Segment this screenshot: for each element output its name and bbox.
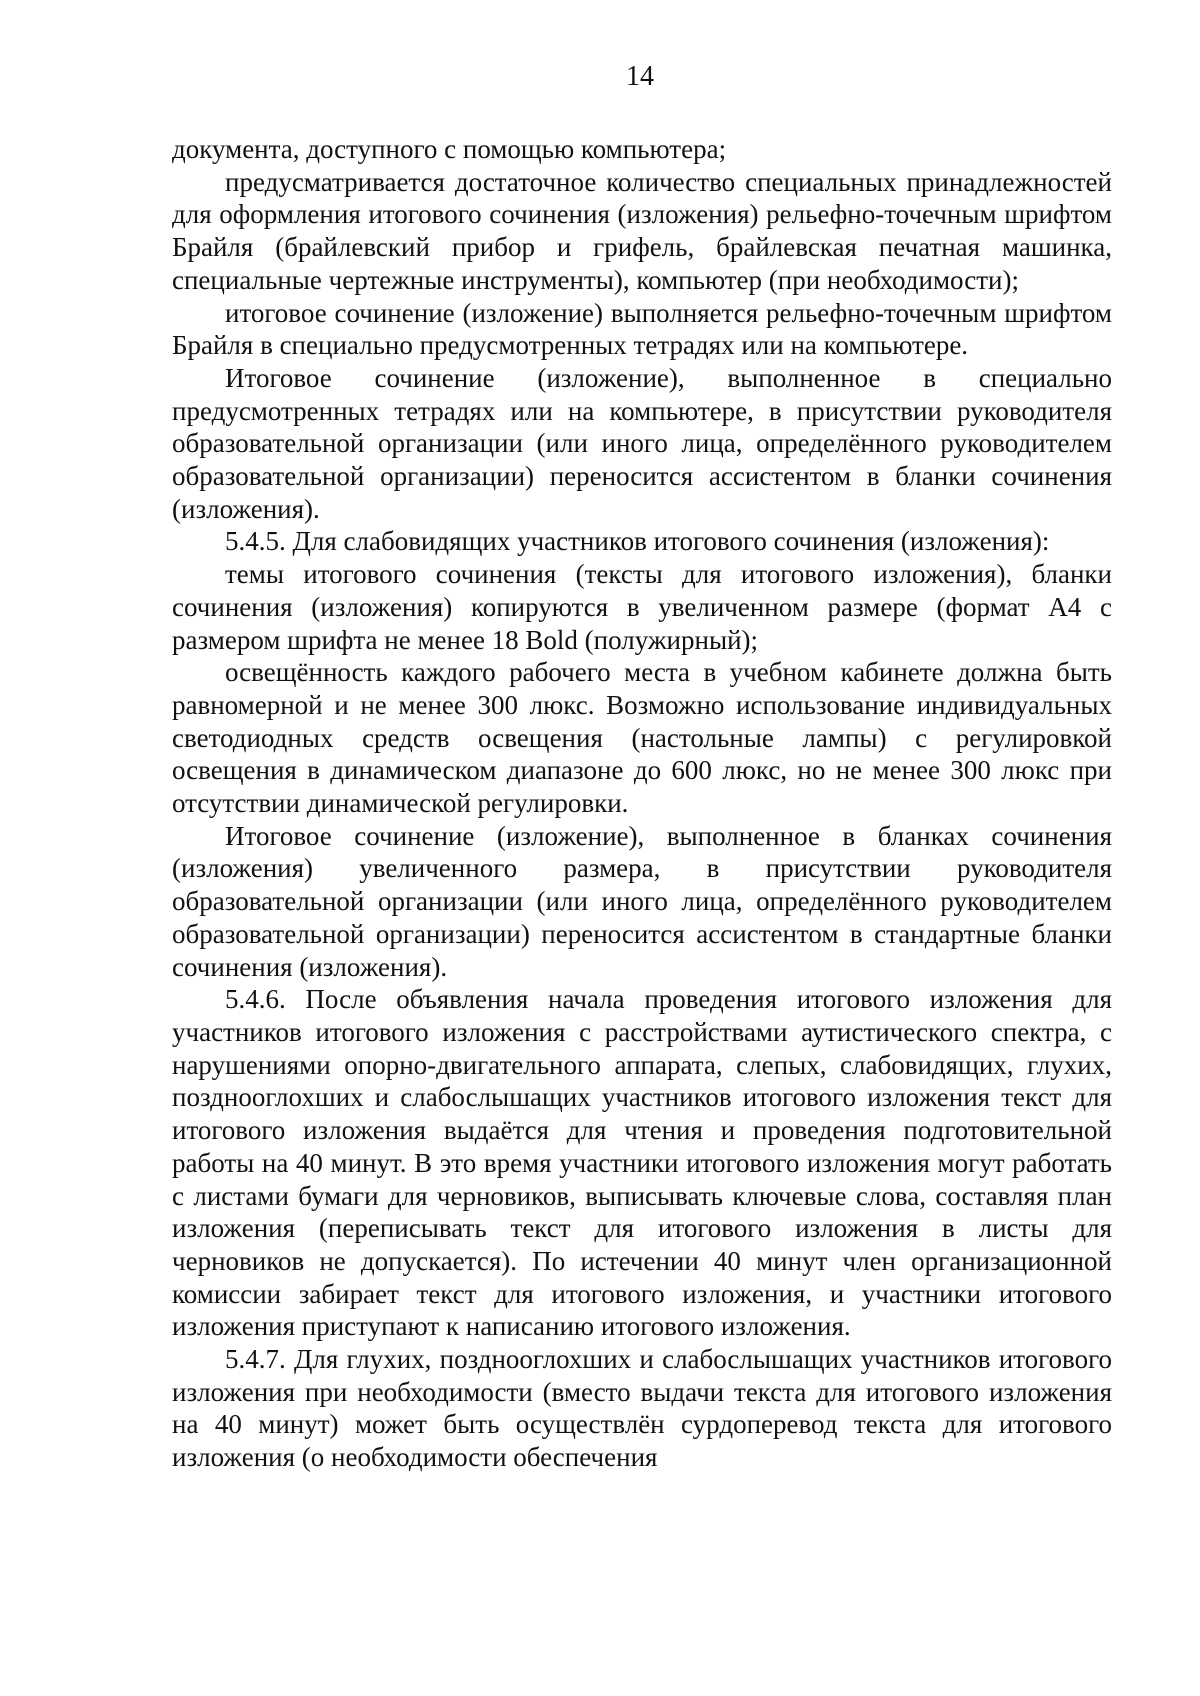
document-body bbox=[172, 133, 1112, 1474]
paragraph-section-5-4-6: 5.4.6. После объявления начала проведения итогового изложения для участников итогового изложения с расстройствами аутистического спектра, с нарушениями опорно-двигательного аппарата, слепых, слабовидящих, глухих, позднооглохших и слабослышащих участников итогового изложения текст для итогового изложения выдаётся для чтения и проведения подготовительной работы на 40 минут. В это время участники итогового изложения могут работать с листами бумаги для черновиков, выписывать ключевые слова, составляя план изложения (переписывать текст для итогового изложения в листы для черновиков не допускается). По истечении 40 минут член организационной комиссии забирает текст для итогового изложения, и участники итогового изложения приступают к написанию итогового изложения. bbox=[172, 984, 1112, 1342]
paragraph-braille-transfer: Итоговое сочинение (изложение), выполненное в специально предусмотренных тетрадях или на компьютере, в присутствии руководителя образовательной организации (или иного лица, определённого руководителем образовательной организации) переносится ассистентом в бланки сочинения (изложения). bbox=[172, 362, 1112, 524]
paragraph-enlarged-forms: темы итогового сочинения (тексты для итогового изложения), бланки сочинения (изложения) копируются в увеличенном размере (формат А4 с размером шрифта не менее 18 Bold (полужирный); bbox=[172, 559, 1112, 655]
paragraph-braille-supplies: предусматривается достаточное количество специальных принадлежностей для оформления итогового сочинения (изложения) рельефно-точечным шрифтом Брайля (брайлевский прибор и грифель, брайлевская печатная машинка, специальные чертежные инструменты), компьютер (при необходимости); bbox=[172, 166, 1112, 295]
paragraph-continuation: документа, доступного с помощью компьютера; bbox=[172, 134, 727, 164]
page-number: 14 bbox=[626, 61, 654, 92]
paragraph-braille-execution: итоговое сочинение (изложение) выполняется рельефно-точечным шрифтом Брайля в специально предусмотренных тетрадях или на компьютере. bbox=[172, 297, 1112, 361]
paragraph-illumination: освещённость каждого рабочего места в учебном кабинете должна быть равномерной и не менее 300 люкс. Возможно использование индивидуальных светодиодных средств освещения (настольные лампы) с регулировкой освещения в динамическом диапазоне до 600 люкс, но не менее 300 люкс при отсутствии динамической регулировки. bbox=[172, 657, 1112, 819]
paragraph-enlarged-transfer: Итоговое сочинение (изложение), выполненное в бланках сочинения (изложения) увеличенного размера, в присутствии руководителя образовательной организации (или иного лица, определённого руководителем образовательной организации) переносится ассистентом в стандартные бланки сочинения (изложения). bbox=[172, 820, 1112, 982]
paragraph-section-5-4-5: 5.4.5. Для слабовидящих участников итогового сочинения (изложения): bbox=[225, 526, 1050, 557]
paragraph-section-5-4-7: 5.4.7. Для глухих, позднооглохших и слабослышащих участников итогового изложения при необходимости (вместо выдачи текста для итогового изложения на 40 минут) может быть осуществлён сурдоперевод текста для итогового изложения (о необходимости обеспечения bbox=[172, 1344, 1112, 1473]
